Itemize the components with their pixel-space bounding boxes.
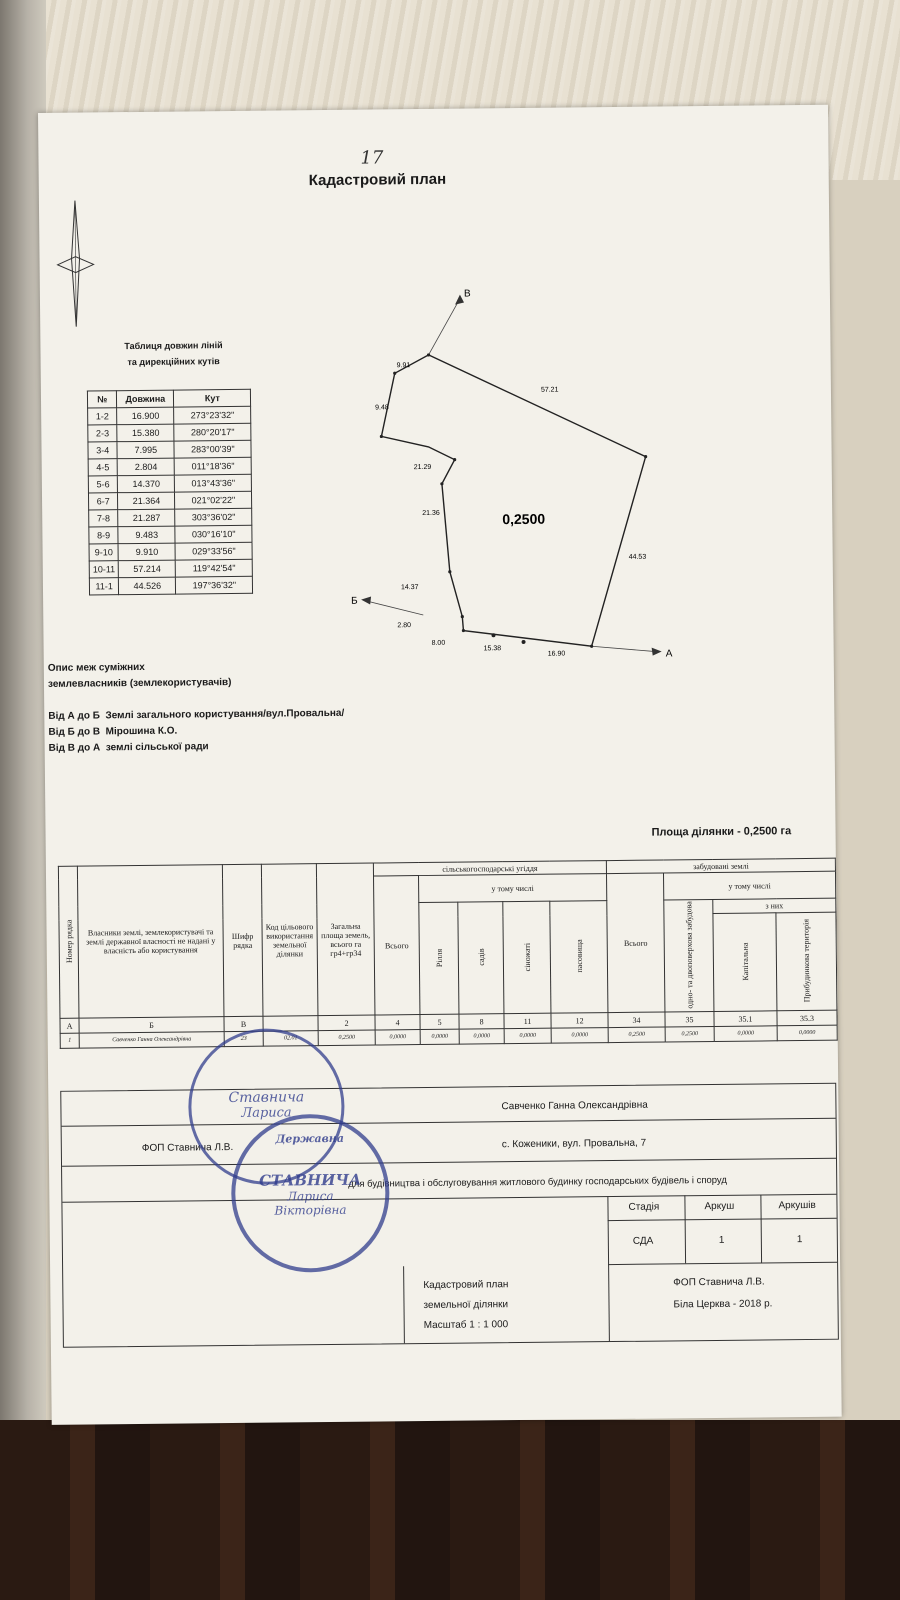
edge-label: 14.37 [400,584,419,592]
title-block [60,1083,839,1348]
lines-table-row [88,474,252,493]
table-cell: 0,2500 [608,1027,665,1043]
arrow-v-line [428,299,461,355]
col-hayfields: сіножаті [503,901,551,1014]
table-cell: 12 [551,1013,608,1029]
cadastral-sheet [38,105,842,1425]
neighbors-list [48,706,344,757]
lines-table-row [89,542,253,561]
arrow-b-line [365,600,423,616]
edge-label: 57.21 [540,386,559,394]
lines-table-cell: 5-6 [88,476,118,493]
col-purpose: Код цільового використання земельної ділянки [261,864,318,1017]
table-cell: 34 [608,1012,665,1028]
lines-table-cell: 4-5 [88,459,118,476]
city-year: Біла Церква - 2018 р. [673,1298,773,1311]
stage-header: Стадія [628,1201,660,1213]
table-cell: 0,2500 [318,1030,375,1046]
land-table [58,858,838,1050]
edge-label: 44.53 [628,553,647,561]
lines-table-cell: 14.370 [118,475,175,493]
lines-table-cell: 44.526 [119,577,176,595]
table-cell: 0,0000 [459,1029,504,1044]
table-cell: 2 [318,1015,375,1031]
company-name: ФОП Ставнича Л.В. [141,1142,234,1154]
table-cell: 4 [375,1015,420,1030]
built-incl: у тому числі [663,871,835,900]
area-total: Площа ділянки - 0,2500 га [651,825,792,839]
lines-table-cell: 273°23'32" [174,406,251,424]
table-cell: 23 [224,1032,263,1047]
parcel-purpose: для будівництва і обслуговування житлового будинку господарських будівель і споруд [348,1174,727,1190]
arrow-a-line [592,646,656,653]
signature-stamp: Ставнича Лариса [188,1028,346,1186]
lines-table-row [89,508,253,527]
neighbors-heading [48,659,232,693]
arrow-b-head-icon [361,597,371,605]
lines-table-title [98,337,248,371]
lines-table-row [88,423,252,442]
lines-table-cell: 10-11 [89,561,119,578]
parcel-area-label: 0,2500 [502,510,546,528]
parcel-vertices [379,351,649,653]
parcel-boundary [381,353,648,649]
background-floor [0,1420,900,1600]
edge-label: 21.29 [413,463,432,472]
table-cell: Б [79,1017,224,1034]
neighbor-row: Від А до Б Землі загального користування/вул.Провальна/ [48,707,345,722]
lines-table-cell: 283°00'39" [174,440,251,458]
table-cell: 5 [420,1015,459,1030]
lines-table-cell: 021°02'22" [175,491,252,509]
col-arable: Рілля [419,902,459,1015]
owner-name: Савченко Ганна Олександрівна [501,1099,648,1113]
lines-table-cell: 7.995 [117,441,174,459]
table-cell: 8 [459,1014,504,1029]
table-cell: 11 [504,1014,551,1029]
table-cell: 0,2500 [665,1027,714,1043]
agri-incl: у тому числі [419,874,607,903]
lines-table-row [88,457,252,476]
col-pastures: пасовища [550,901,608,1014]
neighbors-heading-1: Опис меж суміжних [47,661,145,674]
col-code: Шифр рядка [222,864,263,1017]
sheets-header: Аркушів [778,1199,816,1212]
lines-table-row [89,525,253,544]
lines-table-cell: 280°20'17" [174,423,251,441]
lines-table-cell: 57.214 [119,560,176,578]
lines-table-cell: 6-7 [88,493,118,510]
edge-label: 2.80 [397,622,412,630]
col-owner: Власники землі, землекористувачі та землі державної власності не надані у власність або користування [77,865,224,1019]
lines-table-row [89,576,253,595]
handwritten-page-number: 17 [360,147,384,169]
table-cell: А [60,1019,79,1034]
col-built-all: Всього [606,873,664,1013]
lines-table-body [88,406,253,595]
lines-table-cell: 2-3 [88,425,118,442]
table-cell: В [224,1017,263,1032]
lines-table-row [89,559,253,578]
parcel-address: с. Коженики, вул. Провальна, 7 [501,1137,647,1151]
lines-table-cell: 21.287 [118,509,175,527]
lines-table [87,389,253,596]
col-agri-all: Всього [374,876,420,1016]
table-cell: 0,0000 [777,1026,837,1042]
lines-table-cell: 2.804 [117,458,174,476]
col-total: Загальна площа земель, всього га гр4+гр34 [316,863,375,1016]
edge-label: 8.00 [431,639,446,647]
lines-col-length: Довжина [117,390,174,408]
sheet-header: Аркуш [704,1200,735,1213]
lines-table-cell: 197°36'32" [176,576,253,594]
page-title: Кадастровий план [308,170,447,190]
neighbor-row: Від В до А землі сільської ради [48,741,209,754]
table-cell: 35.3 [777,1011,837,1027]
edge-label: 21.36 [422,509,440,517]
lines-table-row [88,491,252,510]
table-cell: 0,0000 [714,1026,777,1042]
edge-label: 15.38 [483,645,502,653]
label-dir-a: А [665,648,673,660]
arrow-v-head-icon [455,295,464,305]
lines-table-cell: 1-2 [88,408,118,425]
doc-scale: Масштаб 1 : 1 000 [423,1319,509,1332]
edge-label: 9.48 [375,404,389,412]
col-adjacent: Прибудинкова територія [776,913,837,1012]
table-cell: 35.1 [714,1011,777,1027]
lines-col-angle: Кут [174,389,251,407]
built-of-them: з них [713,898,836,914]
lines-table-cell: 119°42'54" [176,559,253,577]
lines-table-title-1: Таблиця довжин ліній [124,340,223,352]
lines-table-cell: 029°33'56" [175,542,252,560]
neighbors-heading-2: землевласників (землекористувачів) [47,677,232,690]
lines-table-cell: 11-1 [89,578,119,595]
lines-table-cell: 16.900 [117,407,174,425]
label-dir-b: Б [351,595,358,607]
lines-table-cell: 011°18'36" [174,457,251,475]
col-row-number: Номер рядка [58,866,79,1019]
doc-name-1: Кадастровий план [423,1279,509,1292]
label-dir-v: В [463,288,471,300]
table-cell: 0,0000 [504,1029,551,1044]
lines-table-cell: 7-8 [89,510,119,527]
table-cell: 35 [665,1012,714,1028]
maker-name: ФОП Ставнича Л.В. [673,1276,765,1289]
lines-col-num: № [87,391,117,408]
lines-table-title-2: та дирекційних кутів [127,356,220,368]
col-capital: Капітальна [713,913,777,1012]
lines-table-cell: 030°16'10" [175,525,252,543]
table-cell: 02.01 [263,1031,318,1047]
group-built: забудовані землі [606,858,835,873]
neighbor-row: Від Б до В Мірошина К.О. [48,725,178,738]
lines-table-row [88,440,252,459]
arrow-a-head-icon [652,647,662,655]
parcel-plan [340,286,684,690]
lines-table-row [88,406,252,425]
lines-table-header [87,389,251,408]
stage-value: СДА [632,1235,654,1247]
table-cell: Савченко Ганна Олександрівна [79,1032,224,1049]
edge-label: 9.91 [396,362,411,370]
table-cell: 0,0000 [375,1030,420,1045]
group-agricultural: сільськогосподарські угіддя [373,861,606,876]
table-cell: 1 [60,1034,79,1049]
lines-table-cell: 15.380 [117,424,174,442]
lines-table-cell: 9.910 [118,543,175,561]
table-cell: 0,0000 [420,1030,459,1045]
official-round-seal: Державна СТАВНИЧА Лариса Вікторівна [231,1113,391,1273]
col-lowrise: одно- та двоповерхова забудова [664,899,714,1012]
north-arrow-icon [55,198,96,328]
lines-table-cell: 013°43'36" [175,474,252,492]
lines-table-cell: 8-9 [89,527,119,544]
sheets-value: 1 [796,1234,803,1246]
table-cell: 0,0000 [551,1028,608,1044]
doc-name-2: земельної ділянки [423,1299,509,1312]
lines-table-cell: 303°36'02" [175,508,252,526]
lines-table-cell: 9.483 [118,526,175,544]
sheet-value: 1 [718,1234,725,1246]
lines-table-cell: 21.364 [118,492,175,510]
lines-table-cell: 3-4 [88,442,118,459]
col-gardens: садів [458,902,504,1015]
edge-label: 16.90 [547,650,566,658]
lines-table-cell: 9-10 [89,544,119,561]
